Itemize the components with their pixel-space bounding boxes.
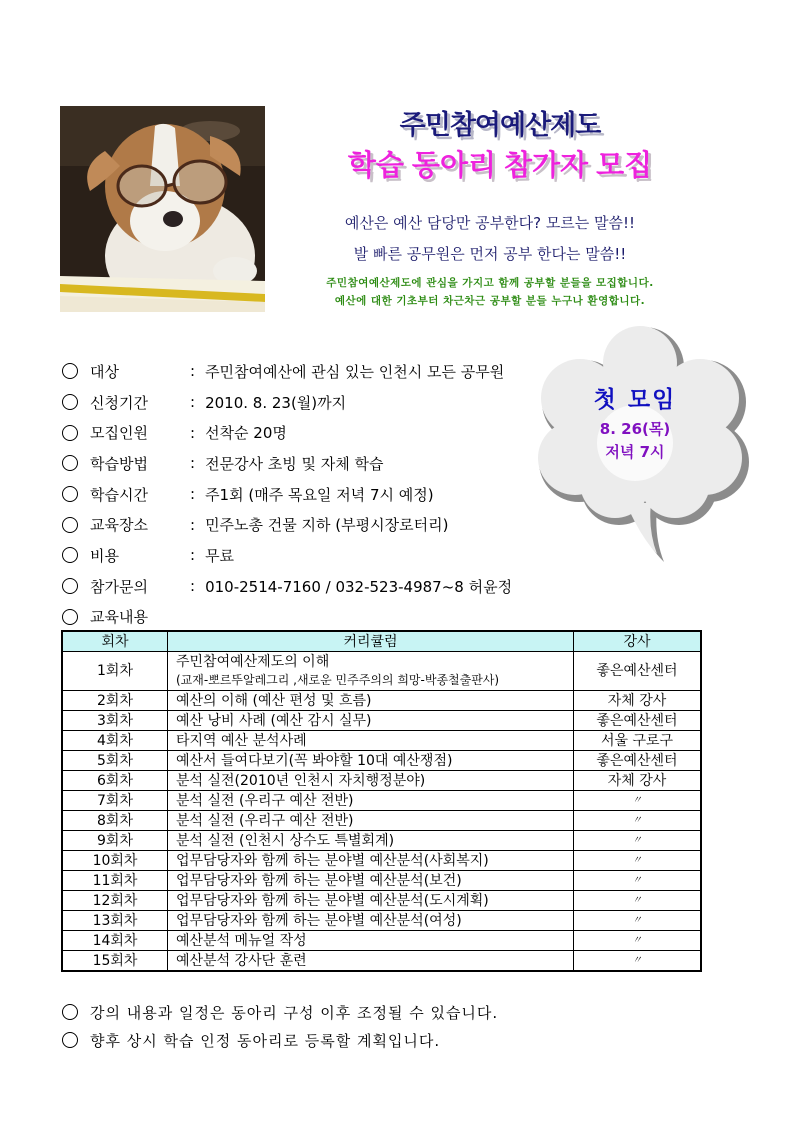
session-no: 12회차 (62, 891, 168, 911)
session-title: 예산서 들여다보기(꼭 봐야할 10대 예산쟁점) (168, 751, 574, 771)
note-item (62, 998, 498, 1026)
session-title (168, 652, 574, 691)
session-title: 업무담당자와 함께 하는 분야별 예산분석(보건) (168, 871, 574, 891)
info-value: 민주노총 건물 지하 (부평시장로터리) (205, 516, 449, 535)
puppy-illustration (60, 106, 265, 312)
slogan-line-1: 예산은 예산 담당만 공부한다? 모르는 말씀!! (344, 214, 636, 232)
session-title: 분석 실전 (우리구 예산 전반) (168, 791, 574, 811)
bubble-date: 8. 26(목) (599, 420, 671, 438)
circle-bullet-icon (62, 517, 78, 533)
info-item-cost (62, 540, 512, 571)
session-no: 10회차 (62, 851, 168, 871)
info-item-contact (62, 571, 512, 602)
slogan-line-2: 발 빠른 공무원은 먼저 공부 한다는 말씀!! (353, 245, 627, 263)
info-label: 교육내용 (90, 608, 148, 627)
table-row (62, 931, 701, 951)
circle-bullet-icon (62, 609, 78, 625)
title-sub: 학습 동아리 참가자 모집 (347, 150, 653, 182)
circle-bullet-icon (62, 1004, 78, 1020)
colon: : (190, 577, 196, 596)
colon: : (190, 423, 196, 442)
info-label: 학습방법 (90, 454, 148, 473)
session-instructor: 〃 (574, 831, 702, 851)
session-title: 타지역 예산 분석사례 (168, 731, 574, 751)
session-title: 분석 실전 (우리구 예산 전반) (168, 811, 574, 831)
intro-line-1: 주민참여예산제도에 관심을 가지고 함께 공부할 분들을 모집합니다. (326, 277, 654, 289)
table-row (62, 871, 701, 891)
intro-line-2: 예산에 대한 기초부터 차근차근 공부할 분들 누구나 환영합니다. (334, 295, 646, 307)
table-row (62, 891, 701, 911)
session-title: 예산분석 메뉴얼 작성 (168, 931, 574, 951)
colon: : (190, 362, 196, 381)
session-title: 업무담당자와 함께 하는 분야별 예산분석(도시계획) (168, 891, 574, 911)
session-instructor: 좋은예산센터 (574, 652, 702, 691)
info-item-capacity (62, 417, 512, 448)
notes-list (62, 998, 498, 1054)
session-instructor: 〃 (574, 791, 702, 811)
table-row (62, 731, 701, 751)
table-row (62, 771, 701, 791)
session-title: 예산 낭비 사례 (예산 감시 실무) (168, 711, 574, 731)
session-instructor: 〃 (574, 851, 702, 871)
bubble-time: 저녁 7시 (605, 443, 665, 461)
info-label: 비용 (90, 546, 119, 565)
table-row (62, 791, 701, 811)
session-instructor: 자체 강사 (574, 771, 702, 791)
session-title: 업무담당자와 함께 하는 분야별 예산분석(사회복지) (168, 851, 574, 871)
session-no: 15회차 (62, 951, 168, 972)
info-label: 교육장소 (90, 516, 148, 535)
info-item-target (62, 356, 512, 387)
title-main: 주민참여예산제도 (399, 110, 601, 140)
colon: : (190, 485, 196, 504)
session-no: 9회차 (62, 831, 168, 851)
info-item-method (62, 448, 512, 479)
session-instructor: 좋은예산센터 (574, 711, 702, 731)
table-header-row (62, 631, 701, 652)
note-text: 향후 상시 학습 인정 동아리로 등록할 계획입니다. (90, 1031, 441, 1050)
header-instructor: 강사 (574, 631, 702, 652)
info-item-period (62, 387, 512, 418)
info-value: 주민참여예산에 관심 있는 인천시 모든 공무원 (205, 362, 505, 381)
session-no: 1회차 (62, 652, 168, 691)
session-title: 예산분석 강사단 훈련 (168, 951, 574, 972)
session-instructor: 〃 (574, 911, 702, 931)
circle-bullet-icon (62, 1032, 78, 1048)
session-no: 11회차 (62, 871, 168, 891)
circle-bullet-icon (62, 394, 78, 410)
table-row (62, 911, 701, 931)
colon: : (190, 454, 196, 473)
session-instructor: 서울 구로구 (574, 731, 702, 751)
session-title: 업무담당자와 함께 하는 분야별 예산분석(여성) (168, 911, 574, 931)
session-instructor: 자체 강사 (574, 691, 702, 711)
table-row (62, 652, 701, 691)
session-no: 7회차 (62, 791, 168, 811)
info-item-schedule (62, 479, 512, 510)
session-instructor: 〃 (574, 871, 702, 891)
session-no: 13회차 (62, 911, 168, 931)
table-row (62, 831, 701, 851)
info-list (62, 356, 512, 632)
colon: : (190, 546, 196, 565)
session-title: 예산의 이해 (예산 편성 및 흐름) (168, 691, 574, 711)
info-value: 무료 (205, 546, 235, 565)
info-value: 주1회 (매주 목요일 저녁 7시 예정) (205, 485, 434, 504)
circle-bullet-icon (62, 486, 78, 502)
session-title: 분석 실전(2010년 인천시 자치행정분야) (168, 771, 574, 791)
table-row (62, 851, 701, 871)
header-curriculum: 커리큘럼 (168, 631, 574, 652)
circle-bullet-icon (62, 578, 78, 594)
note-text: 강의 내용과 일정은 동아리 구성 이후 조정될 수 있습니다. (90, 1003, 499, 1022)
circle-bullet-icon (62, 425, 78, 441)
circle-bullet-icon (62, 455, 78, 471)
table-row (62, 811, 701, 831)
info-value: 2010. 8. 23(월)까지 (205, 393, 347, 412)
info-label: 신청기간 (90, 393, 148, 412)
info-label: 대상 (90, 362, 119, 381)
session-title-main: 주민참여예산제도의 이해 (176, 654, 330, 670)
curriculum-table (61, 630, 702, 972)
circle-bullet-icon (62, 547, 78, 563)
header-session: 회차 (62, 631, 168, 652)
info-value: 010-2514-7160 / 032-523-4987~8 허윤정 (205, 577, 513, 596)
circle-bullet-icon (62, 363, 78, 379)
bubble-title: 첫 모임 (593, 387, 677, 413)
table-row (62, 951, 701, 972)
session-instructor: 〃 (574, 811, 702, 831)
note-item (62, 1026, 498, 1054)
session-no: 3회차 (62, 711, 168, 731)
info-label: 참가문의 (90, 577, 148, 596)
colon: : (190, 393, 196, 412)
info-value: 전문강사 초빙 및 자체 학습 (205, 454, 384, 473)
session-no: 6회차 (62, 771, 168, 791)
table-row (62, 751, 701, 771)
info-label: 학습시간 (90, 485, 148, 504)
session-no: 2회차 (62, 691, 168, 711)
session-title-sub: (교재-뽀르뚜알레그리 ,새로운 민주주의의 희망-박종철출판사) (176, 673, 500, 687)
session-no: 14회차 (62, 931, 168, 951)
info-label: 모집인원 (90, 424, 148, 443)
session-instructor: 좋은예산센터 (574, 751, 702, 771)
session-no: 5회차 (62, 751, 168, 771)
session-instructor: 〃 (574, 951, 702, 972)
puppy-reading-photo (60, 106, 265, 312)
info-item-content (62, 602, 512, 633)
info-item-venue (62, 509, 512, 540)
table-row (62, 711, 701, 731)
table-row (62, 691, 701, 711)
session-no: 8회차 (62, 811, 168, 831)
session-no: 4회차 (62, 731, 168, 751)
info-value: 선착순 20명 (205, 424, 287, 443)
colon: : (190, 515, 196, 534)
session-title: 분석 실전 (인천시 상수도 특별회계) (168, 831, 574, 851)
session-instructor: 〃 (574, 931, 702, 951)
session-instructor: 〃 (574, 891, 702, 911)
